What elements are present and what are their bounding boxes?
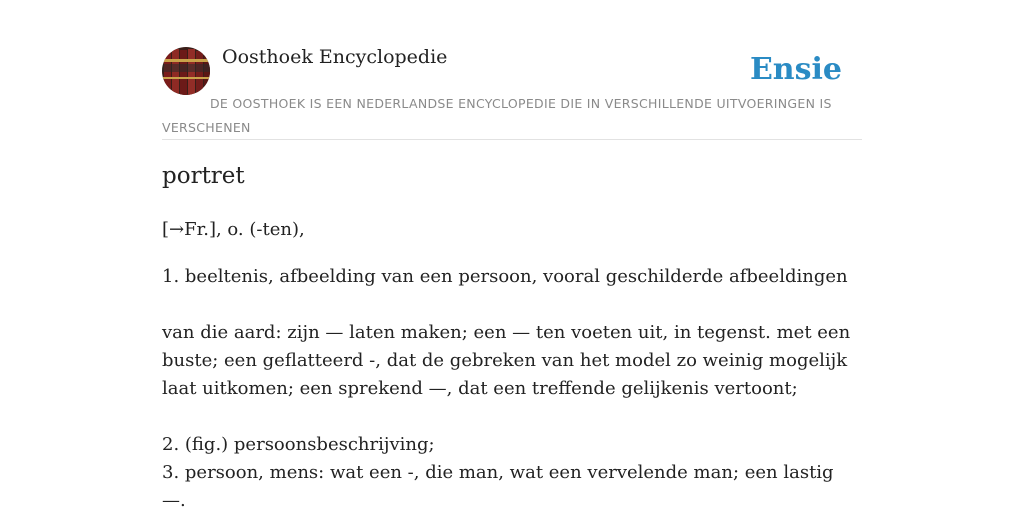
site-tagline: DE OOSTHOEK IS EEN NEDERLANDSE ENCYCLOPEDIE DIE IN VERSCHILLENDE UITVOERINGEN IS VERSCHENEN — [162, 96, 832, 135]
definition-line: 3. persoon, mens: wat een -, die man, wat een vervelende man; een lastig —. — [162, 462, 834, 511]
definition-line: 1. beeltenis, afbeelding van een persoon, vooral geschilderde afbeeldingen — [162, 266, 848, 287]
page-container — [162, 46, 862, 511]
entry-definitions — [162, 263, 862, 515]
entry-grammar: [→Fr.], o. (-ten), — [162, 219, 305, 240]
brand-logo[interactable]: Ensie — [749, 52, 842, 87]
site-name[interactable]: Oosthoek Encyclopedie — [222, 46, 448, 68]
definition-line: van die aard: zijn — laten maken; een — ten voeten uit, in tegenst. met een buste; een geflatteerd -, dat de gebreken van het model zo weinig mogelijk laat uitkomen; een sprekend —, dat een treffende gelijkenis vertoont; — [162, 322, 851, 399]
entry-title: portret — [162, 163, 245, 189]
definition-line: 2. (fig.) persoonsbeschrijving; — [162, 434, 435, 455]
site-header — [162, 46, 862, 140]
book-spines-icon[interactable] — [162, 47, 210, 95]
